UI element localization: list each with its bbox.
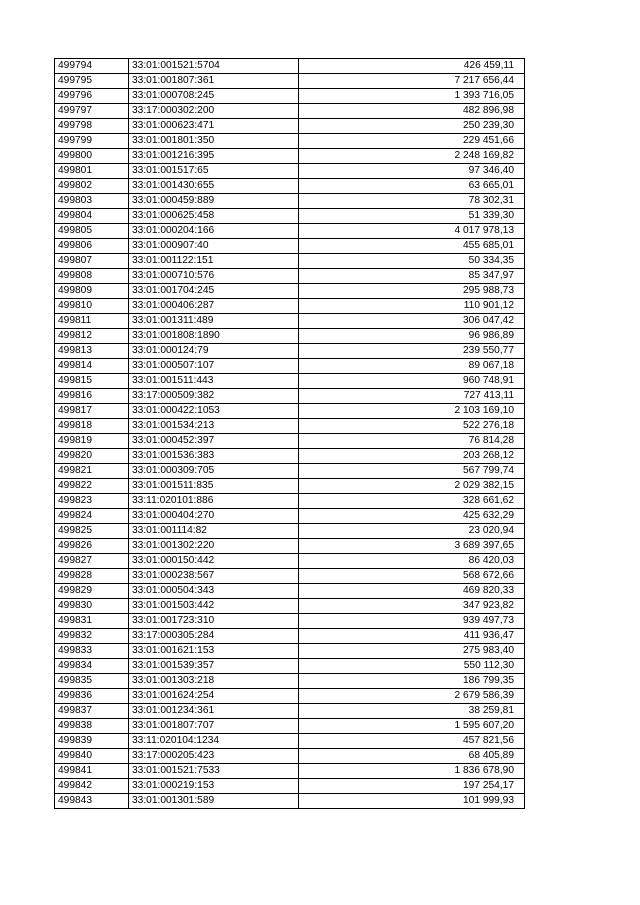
cell-cadastral-number: 33:01:000404:270: [129, 509, 299, 524]
cell-value: 186 799,35: [299, 674, 525, 689]
cell-value: 197 254,17: [299, 779, 525, 794]
cell-value: 110 901,12: [299, 299, 525, 314]
table-row: [55, 569, 525, 584]
table-row: [55, 374, 525, 389]
cell-value: 306 047,42: [299, 314, 525, 329]
table-row: [55, 464, 525, 479]
cell-value: 51 339,30: [299, 209, 525, 224]
table-row: [55, 614, 525, 629]
cell-value: 455 685,01: [299, 239, 525, 254]
table-row: [55, 419, 525, 434]
cell-value: 939 497,73: [299, 614, 525, 629]
table-row: [55, 59, 525, 74]
cell-id: 499824: [55, 509, 129, 524]
cell-value: 85 347,97: [299, 269, 525, 284]
table-row: [55, 794, 525, 809]
cell-cadastral-number: 33:01:001704:245: [129, 284, 299, 299]
cell-id: 499810: [55, 299, 129, 314]
cell-value: 550 112,30: [299, 659, 525, 674]
cell-cadastral-number: 33:01:001216:395: [129, 149, 299, 164]
cell-value: 2 679 586,39: [299, 689, 525, 704]
table-row: [55, 434, 525, 449]
table-row: [55, 224, 525, 239]
cell-value: 482 896,98: [299, 104, 525, 119]
cell-id: 499827: [55, 554, 129, 569]
cell-cadastral-number: 33:01:000150:442: [129, 554, 299, 569]
table-row: [55, 389, 525, 404]
table-row: [55, 74, 525, 89]
cell-id: 499819: [55, 434, 129, 449]
cell-id: 499839: [55, 734, 129, 749]
cell-cadastral-number: 33:01:000907:40: [129, 239, 299, 254]
cell-cadastral-number: 33:01:001621:153: [129, 644, 299, 659]
cell-id: 499840: [55, 749, 129, 764]
table-row: [55, 209, 525, 224]
table-row: [55, 659, 525, 674]
cell-id: 499837: [55, 704, 129, 719]
cell-id: 499804: [55, 209, 129, 224]
table-row: [55, 179, 525, 194]
cell-value: 522 276,18: [299, 419, 525, 434]
cell-id: 499831: [55, 614, 129, 629]
cell-id: 499797: [55, 104, 129, 119]
table-row: [55, 674, 525, 689]
table-row: [55, 704, 525, 719]
cell-value: 101 999,93: [299, 794, 525, 809]
cell-id: 499805: [55, 224, 129, 239]
cell-cadastral-number: 33:01:001303:218: [129, 674, 299, 689]
cell-value: 1 595 607,20: [299, 719, 525, 734]
cell-id: 499796: [55, 89, 129, 104]
cell-cadastral-number: 33:01:001808:1890: [129, 329, 299, 344]
cell-id: 499807: [55, 254, 129, 269]
table-row: [55, 509, 525, 524]
cell-value: 229 451,66: [299, 134, 525, 149]
cell-cadastral-number: 33:01:000708:245: [129, 89, 299, 104]
cell-id: 499798: [55, 119, 129, 134]
cell-value: 7 217 656,44: [299, 74, 525, 89]
cell-value: 50 334,35: [299, 254, 525, 269]
cell-value: 469 820,33: [299, 584, 525, 599]
table-row: [55, 284, 525, 299]
cell-id: 499820: [55, 449, 129, 464]
cell-id: 499801: [55, 164, 129, 179]
table-row: [55, 749, 525, 764]
table-row: [55, 644, 525, 659]
cell-value: 78 302,31: [299, 194, 525, 209]
cell-cadastral-number: 33:01:001521:7533: [129, 764, 299, 779]
cell-cadastral-number: 33:01:001539:357: [129, 659, 299, 674]
cell-cadastral-number: 33:01:000507:107: [129, 359, 299, 374]
cell-id: 499832: [55, 629, 129, 644]
cell-cadastral-number: 33:01:000459:889: [129, 194, 299, 209]
cell-value: 727 413,11: [299, 389, 525, 404]
records-table: [54, 58, 525, 809]
cell-id: 499834: [55, 659, 129, 674]
cell-cadastral-number: 33:11:020101:886: [129, 494, 299, 509]
cell-cadastral-number: 33:01:000504:343: [129, 584, 299, 599]
cell-value: 1 393 716,05: [299, 89, 525, 104]
table-row: [55, 254, 525, 269]
cell-value: 960 748,91: [299, 374, 525, 389]
cell-id: 499809: [55, 284, 129, 299]
cell-id: 499833: [55, 644, 129, 659]
cell-id: 499817: [55, 404, 129, 419]
cell-id: 499816: [55, 389, 129, 404]
cell-id: 499814: [55, 359, 129, 374]
cell-id: 499822: [55, 479, 129, 494]
cell-id: 499838: [55, 719, 129, 734]
cell-cadastral-number: 33:01:001234:361: [129, 704, 299, 719]
cell-cadastral-number: 33:01:001723:310: [129, 614, 299, 629]
cell-id: 499803: [55, 194, 129, 209]
cell-value: 567 799,74: [299, 464, 525, 479]
cell-value: 457 821,56: [299, 734, 525, 749]
cell-value: 89 067,18: [299, 359, 525, 374]
cell-value: 568 672,66: [299, 569, 525, 584]
cell-cadastral-number: 33:01:001807:361: [129, 74, 299, 89]
cell-cadastral-number: 33:01:001114:82: [129, 524, 299, 539]
cell-cadastral-number: 33:01:000452:397: [129, 434, 299, 449]
cell-cadastral-number: 33:17:000302:200: [129, 104, 299, 119]
cell-value: 425 632,29: [299, 509, 525, 524]
cell-value: 328 661,62: [299, 494, 525, 509]
cell-value: 411 936,47: [299, 629, 525, 644]
cell-cadastral-number: 33:11:020104:1234: [129, 734, 299, 749]
cell-value: 2 248 169,82: [299, 149, 525, 164]
cell-id: 499808: [55, 269, 129, 284]
cell-cadastral-number: 33:01:001503:442: [129, 599, 299, 614]
cell-value: 23 020,94: [299, 524, 525, 539]
cell-cadastral-number: 33:01:001511:835: [129, 479, 299, 494]
table-row: [55, 404, 525, 419]
table-row: [55, 164, 525, 179]
cell-cadastral-number: 33:01:000309:705: [129, 464, 299, 479]
table-row: [55, 479, 525, 494]
cell-id: 499802: [55, 179, 129, 194]
cell-id: 499826: [55, 539, 129, 554]
table-row: [55, 734, 525, 749]
table-row: [55, 329, 525, 344]
cell-value: 295 988,73: [299, 284, 525, 299]
table-row: [55, 779, 525, 794]
cell-id: 499800: [55, 149, 129, 164]
cell-cadastral-number: 33:01:001534:213: [129, 419, 299, 434]
cell-value: 76 814,28: [299, 434, 525, 449]
cell-value: 250 239,30: [299, 119, 525, 134]
table-row: [55, 584, 525, 599]
cell-value: 2 029 382,15: [299, 479, 525, 494]
cell-cadastral-number: 33:01:001536:383: [129, 449, 299, 464]
table-row: [55, 629, 525, 644]
cell-cadastral-number: 33:01:001521:5704: [129, 59, 299, 74]
cell-cadastral-number: 33:01:000422:1053: [129, 404, 299, 419]
table-row: [55, 449, 525, 464]
cell-id: 499835: [55, 674, 129, 689]
cell-cadastral-number: 33:01:000219:153: [129, 779, 299, 794]
table-row: [55, 554, 525, 569]
cell-cadastral-number: 33:01:001624:254: [129, 689, 299, 704]
cell-id: 499794: [55, 59, 129, 74]
cell-value: 203 268,12: [299, 449, 525, 464]
cell-cadastral-number: 33:01:001430:655: [129, 179, 299, 194]
cell-value: 3 689 397,65: [299, 539, 525, 554]
table-row: [55, 689, 525, 704]
cell-cadastral-number: 33:01:000710:576: [129, 269, 299, 284]
table-row: [55, 89, 525, 104]
table-row: [55, 239, 525, 254]
cell-id: 499818: [55, 419, 129, 434]
table-row: [55, 149, 525, 164]
cell-id: 499842: [55, 779, 129, 794]
cell-id: 499813: [55, 344, 129, 359]
cell-cadastral-number: 33:01:000238:567: [129, 569, 299, 584]
table-row: [55, 494, 525, 509]
cell-id: 499829: [55, 584, 129, 599]
cell-value: 38 259,81: [299, 704, 525, 719]
table-row: [55, 104, 525, 119]
table-row: [55, 269, 525, 284]
cell-value: 275 983,40: [299, 644, 525, 659]
cell-id: 499815: [55, 374, 129, 389]
cell-cadastral-number: 33:01:000124:79: [129, 344, 299, 359]
cell-value: 97 346,40: [299, 164, 525, 179]
cell-id: 499843: [55, 794, 129, 809]
table-row: [55, 134, 525, 149]
cell-id: 499821: [55, 464, 129, 479]
cell-cadastral-number: 33:01:001301:589: [129, 794, 299, 809]
cell-cadastral-number: 33:17:000205:423: [129, 749, 299, 764]
cell-id: 499799: [55, 134, 129, 149]
cell-value: 239 550,77: [299, 344, 525, 359]
cell-id: 499825: [55, 524, 129, 539]
cell-cadastral-number: 33:01:001302:220: [129, 539, 299, 554]
table-row: [55, 524, 525, 539]
cell-cadastral-number: 33:01:000406:287: [129, 299, 299, 314]
cell-value: 347 923,82: [299, 599, 525, 614]
cell-cadastral-number: 33:01:000623:471: [129, 119, 299, 134]
table-row: [55, 344, 525, 359]
table-row: [55, 719, 525, 734]
cell-value: 68 405,89: [299, 749, 525, 764]
cell-id: 499836: [55, 689, 129, 704]
cell-id: 499823: [55, 494, 129, 509]
cell-value: 2 103 169,10: [299, 404, 525, 419]
cell-value: 96 986,89: [299, 329, 525, 344]
cell-value: 63 665,01: [299, 179, 525, 194]
cell-cadastral-number: 33:01:001517:65: [129, 164, 299, 179]
cell-id: 499811: [55, 314, 129, 329]
cell-value: 426 459,11: [299, 59, 525, 74]
cell-id: 499812: [55, 329, 129, 344]
cell-id: 499841: [55, 764, 129, 779]
table-row: [55, 359, 525, 374]
cell-cadastral-number: 33:01:001807:707: [129, 719, 299, 734]
cell-cadastral-number: 33:17:000305:284: [129, 629, 299, 644]
cell-id: 499795: [55, 74, 129, 89]
cell-value: 1 836 678,90: [299, 764, 525, 779]
table-row: [55, 539, 525, 554]
cell-id: 499806: [55, 239, 129, 254]
table-row: [55, 299, 525, 314]
table-row: [55, 194, 525, 209]
cell-cadastral-number: 33:01:000204:166: [129, 224, 299, 239]
cell-cadastral-number: 33:17:000509:382: [129, 389, 299, 404]
table-row: [55, 314, 525, 329]
table-row: [55, 119, 525, 134]
cell-value: 4 017 978,13: [299, 224, 525, 239]
cell-id: 499830: [55, 599, 129, 614]
cell-cadastral-number: 33:01:001122:151: [129, 254, 299, 269]
table-row: [55, 764, 525, 779]
table-row: [55, 599, 525, 614]
cell-cadastral-number: 33:01:000625:458: [129, 209, 299, 224]
cell-cadastral-number: 33:01:001511:443: [129, 374, 299, 389]
cell-cadastral-number: 33:01:001311:489: [129, 314, 299, 329]
cell-cadastral-number: 33:01:001801:350: [129, 134, 299, 149]
records-table-body: [55, 59, 525, 809]
cell-id: 499828: [55, 569, 129, 584]
cell-value: 86 420,03: [299, 554, 525, 569]
